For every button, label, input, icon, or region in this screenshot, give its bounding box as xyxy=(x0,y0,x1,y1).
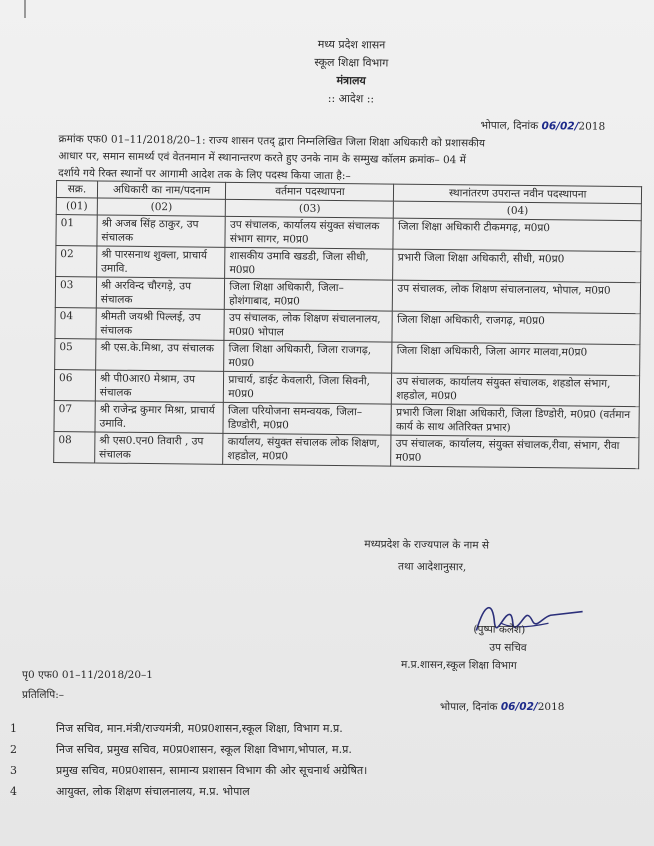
copy-ref-number: पृ0 एफ0 01–11/2018/20–1 xyxy=(22,669,153,681)
paper-edge xyxy=(24,0,26,18)
list-item xyxy=(10,760,610,781)
order-date-year: 2018 xyxy=(578,120,606,133)
cell-name: श्री एस.के.मिश्रा, उप संचालक xyxy=(96,339,225,371)
office-name: मंत्रालय xyxy=(336,73,366,88)
signatory-designation: उप सचिव xyxy=(489,641,527,655)
cell-current: जिला परियोजना समन्वयक, जिला– डिण्डोरी, म0प्र0 xyxy=(223,402,391,435)
cell-name: श्री पी0आर0 मेश्राम, उप संचालक xyxy=(95,370,224,402)
list-item-number: 1 xyxy=(10,722,17,735)
order-title: :: आदेश :: xyxy=(327,91,375,106)
order-date xyxy=(481,118,606,133)
list-item-number: 2 xyxy=(10,743,17,756)
cell-name: श्री एस0.एन0 तिवारी , उप संचालक xyxy=(95,432,224,464)
cell-current: जिला शिक्षा अधिकारी, जिला– होशंगाबाद, म0प्र0 xyxy=(225,278,393,311)
col-number: (02) xyxy=(97,198,226,216)
list-item xyxy=(10,781,610,802)
document-body xyxy=(52,0,632,672)
cell-name: श्री अरविन्द चौरगड़े, उप संचालक xyxy=(96,277,225,309)
intro-text-1: राज्य शासन एतद् द्वारा निम्नलिखित जिला शिक्षा अधिकारी को प्रशासकीय xyxy=(208,134,486,150)
cell-sn: 03 xyxy=(55,277,96,308)
cell-current: प्राचार्य, डाईट केवलारी, जिला सिवनी, म0प्र0 xyxy=(224,371,392,404)
copy-title: प्रतिलिपि:– xyxy=(22,689,64,701)
cell-new: जिला शिक्षा अधिकारी, जिला आगर मालवा,म0प्र0 xyxy=(392,342,640,376)
order-ref-number: क्रमांक एफ0 01–11/2018/20–1: xyxy=(58,133,206,147)
cell-name: श्री अजब सिंह ठाकुर, उप संचालक xyxy=(97,215,226,247)
list-item-number: 3 xyxy=(10,764,17,777)
list-item xyxy=(10,718,610,739)
cell-sn: 01 xyxy=(56,215,97,246)
transfer-table xyxy=(53,180,642,469)
col-number: (01) xyxy=(56,198,97,215)
closing-line-1: मध्यप्रदेश के राज्यपाल के नाम से xyxy=(364,538,490,552)
copy-date-handwritten: 06/02/ xyxy=(500,701,538,713)
cell-new: प्रभारी जिला शिक्षा अधिकारी, सीधी, म0प्र0 xyxy=(393,249,641,283)
intro-line-2: आधार पर, समान सामर्थ्य एवं वेतनमान में स्थानान्तरण करते हुए उनके नाम के सम्मुख कॉलम क्रमांक– 04 में xyxy=(58,150,467,167)
signatory-department: म.प्र.शासन,स्कूल शिक्षा विभाग xyxy=(400,658,517,672)
col-header-name: अधिकारी का नाम/पदनाम xyxy=(97,181,226,199)
order-intro xyxy=(58,131,634,188)
cell-name: श्रीमती जयश्री पिल्लई, उप संचालक xyxy=(96,308,225,340)
cell-new: उप संचालक, लोक शिक्षण संचालनालय, भोपाल, म0प्र0 xyxy=(393,280,641,314)
list-item-text: आयुक्त, लोक शिक्षण संचालनालय, म.प्र. भोपाल xyxy=(56,785,250,798)
cell-new: जिला शिक्षा अधिकारी टीकमगढ़, म0प्र0 xyxy=(393,218,641,252)
copy-list xyxy=(10,718,610,802)
cell-current: कार्यालय, संयुक्त संचालक लोक शिक्षण, शहडोल, म0प्र0 xyxy=(223,433,391,466)
copy-date-prefix: भोपाल, दिनांक xyxy=(440,701,498,713)
cell-new: प्रभारी जिला शिक्षा अधिकारी, जिला डिण्डोरी, म0प्र0 (वर्तमान कार्य के साथ अतिरिक्त प्रभार) xyxy=(391,404,639,438)
list-item xyxy=(10,739,610,760)
col-number: (03) xyxy=(226,199,394,218)
cell-new: उप संचालक, कार्यालय, संयुक्त संचालक,रीवा, संभाग, रीवा म0प्र0 xyxy=(391,435,639,469)
cell-sn: 05 xyxy=(55,339,96,370)
col-number: (04) xyxy=(394,201,642,221)
intro-line-3: दर्शाये गये रिक्त स्थानों पर आगामी आदेश तक के लिए पदस्थ किया जाता है:– xyxy=(58,167,351,183)
cell-current: जिला शिक्षा अधिकारी, जिला राजगढ़, म0प्र0 xyxy=(224,340,392,373)
cell-sn: 07 xyxy=(54,401,95,432)
col-header-new: स्थानांतरण उपरान्त नवीन पदस्थापना xyxy=(394,184,642,204)
cell-current: शासकीय उमावि खडडी, जिला सीधी, म0प्र0 xyxy=(225,247,393,280)
cell-sn: 04 xyxy=(55,308,96,339)
cell-new: जिला शिक्षा अधिकारी, राजगढ़, म0प्र0 xyxy=(392,311,640,345)
order-date-prefix: भोपाल, दिनांक xyxy=(480,119,539,133)
copy-date-year: 2018 xyxy=(537,701,565,713)
cell-sn: 02 xyxy=(56,246,97,277)
list-item-text: प्रमुख सचिव, म0प्र0शासन, सामान्य प्रशासन विभाग की ओर सूचनार्थ अग्रेषित। xyxy=(56,764,368,777)
cell-current: उप संचालक, कार्यालय संयुक्त संचालक संभाग सागर, म0प्र0 xyxy=(225,216,393,249)
order-date-handwritten: 06/02/ xyxy=(541,120,579,133)
cell-sn: 06 xyxy=(54,370,95,401)
table-row xyxy=(54,432,639,469)
closing-line-2: तथा आदेशानुसार, xyxy=(398,560,467,574)
govt-name: मध्य प्रदेश शासन xyxy=(317,37,386,52)
cell-name: श्री पारसनाथ शुक्ला, प्राचार्य उमावि. xyxy=(97,246,226,278)
list-item-text: निज सचिव, प्रमुख सचिव, म0प्र0शासन, स्कूल शिक्षा विभाग,भोपाल, म.प्र. xyxy=(56,743,352,756)
cell-current: उप संचालक, लोक शिक्षण संचालनालय, म0प्र0 भोपाल xyxy=(224,309,392,342)
signatory-name: (पुष्पा कलेश) xyxy=(473,623,526,636)
cell-sn: 08 xyxy=(54,432,95,463)
col-header-sn: सक्र. xyxy=(56,181,97,198)
cell-name: श्री राजेन्द्र कुमार मिश्रा, प्राचार्य उमावि. xyxy=(95,401,224,433)
col-header-current: वर्तमान पदस्थापना xyxy=(226,182,394,201)
list-item-text: निज सचिव, मान.मंत्री/राज्यमंत्री, म0प्र0शासन,स्कूल शिक्षा, विभाग म.प्र. xyxy=(56,722,343,735)
cell-new: उप संचालक, कार्यालय संयुक्त संचालक, शहडोल संभाग, शहडोल, म0प्र0 xyxy=(392,373,640,407)
list-item-number: 4 xyxy=(10,785,17,798)
department-name: स्कूल शिक्षा विभाग xyxy=(314,55,389,70)
copy-date xyxy=(440,700,564,714)
